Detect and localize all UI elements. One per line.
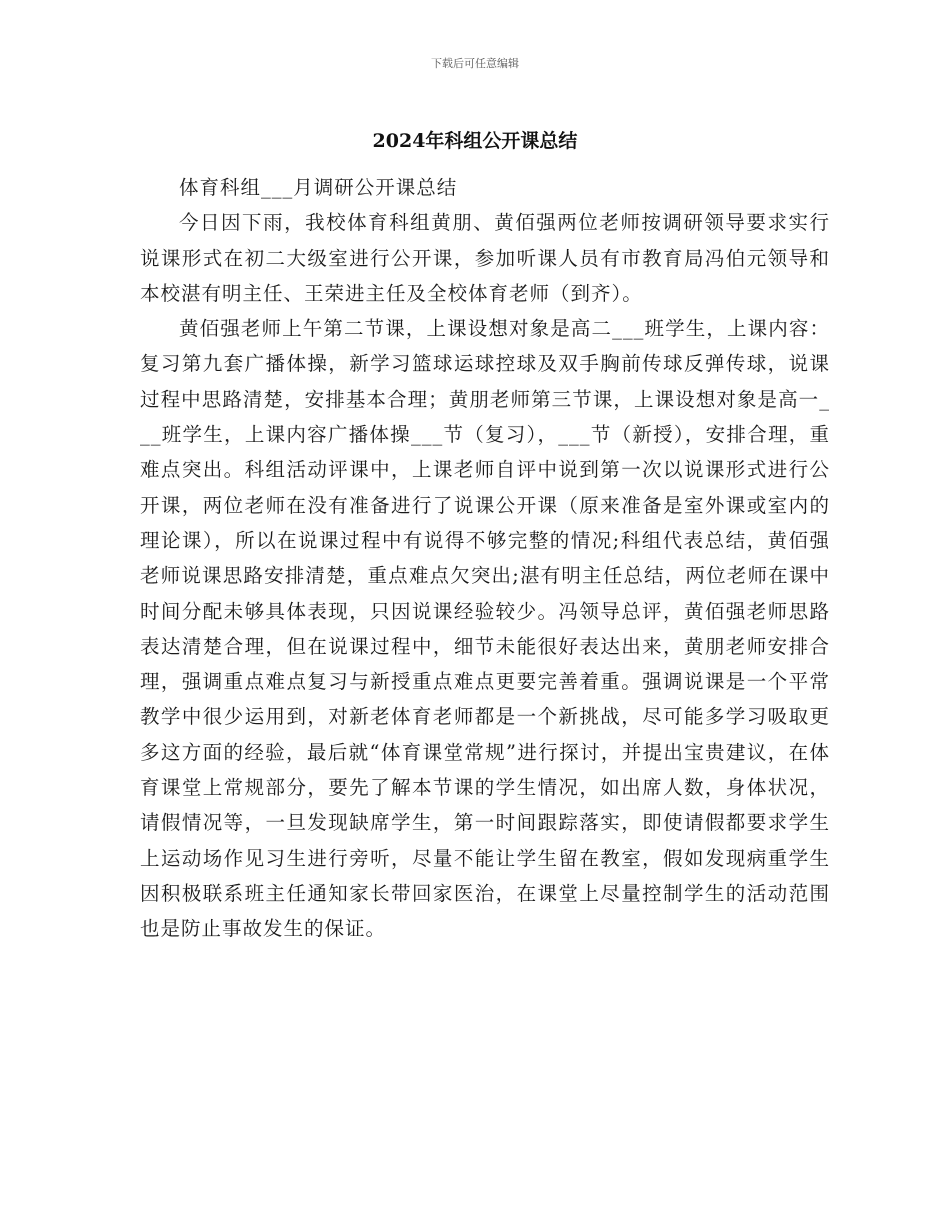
paragraph: 今日因下雨，我校体育科组黄朋、黄佰强两位老师按调研领导要求实行说课形式在初二大级室进行公开课，参加听课人员有市教育局冯伯元领导和本校湛有明主任、王荣进主任及全校体育老师（到齐）。	[140, 211, 830, 305]
document-title: 2024年科组公开课总结	[372, 130, 578, 152]
page-header-note: 下载后可任意编辑	[431, 57, 519, 70]
paragraph-subtitle: 体育科组___月调研公开课总结	[179, 176, 458, 199]
document-body	[140, 170, 830, 947]
paragraph: 黄佰强老师上午第二节课，上课设想对象是高二___班学生，上课内容：复习第九套广播体操，新学习篮球运球控球及双手胸前传球反弹传球，说课过程中思路清楚，安排基本合理；黄朋老师第三节课，上课设想对象是高一___班学生，上课内容广播体操___节（复习），___节（新授），安排合理，重难点突出。科组活动评课中，上课老师自评中说到第一次以说课形式进行公开课，两位老师在没有准备进行了说课公开课（原来准备是室外课或室内的理论课），所以在说课过程中有说得不够完整的情况;科组代表总结，黄佰强老师说课思路安排清楚，重点难点欠突出;湛有明主任总结，两位老师在课中时间分配未够具体表现，只因说课经验较少。冯领导总评，黄佰强老师思路表达清楚合理，但在说课过程中，细节未能很好表达出来，黄朋老师安排合理，强调重点难点复习与新授重点难点更要完善着重。强调说课是一个平常教学中很少运用到，对新老体育老师都是一个新挑战，尽可能多学习吸取更多这方面的经验，最后就“体育课堂常规”进行探讨，并提出宝贵建议，在体育课堂上常规部分，要先了解本节课的学生情况，如出席人数，身体状况，请假情况等，一旦发现缺席学生，第一时间跟踪落实，即使请假都要求学生上运动场作见习生进行旁听，尽量不能让学生留在教室，假如发现病重学生因积极联系班主任通知家长带回家医治，在课堂上尽量控制学生的活动范围也是防止事故发生的保证。	[140, 317, 830, 941]
